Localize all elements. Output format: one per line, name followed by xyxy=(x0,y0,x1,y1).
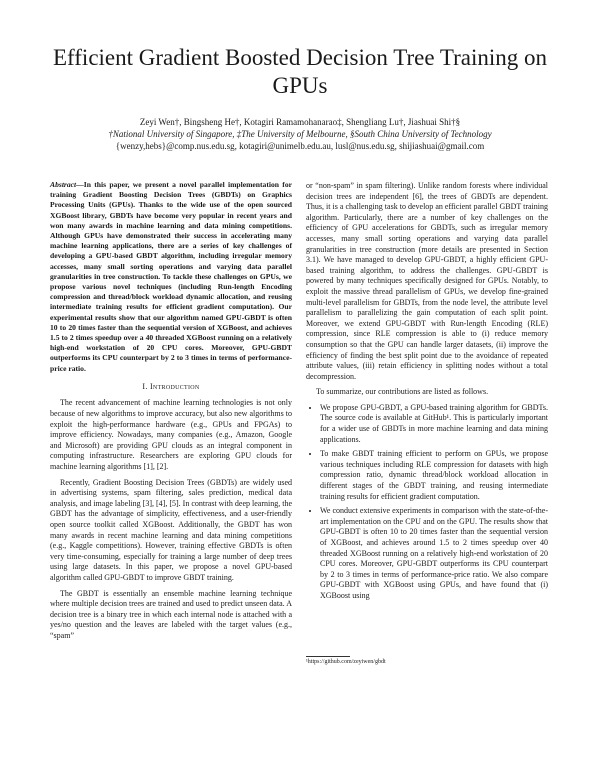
left-column xyxy=(50,180,292,647)
contributions-list xyxy=(306,403,548,602)
intro-paragraph-1: The recent advancement of machine learning technologies is not only because of new algorithms to improve accuracy, but also new algorithms to exploit the high-performance hardware (e.g., GPUs and FPGAs) to improve efficiency. Nowadays, many companies (e.g., Amazon, Google and Microsoft) are providing GPU clouds as an integral component in computing infrastructure. Researchers are exploring GPU clouds for machine learning algorithms [1], [2]. xyxy=(50,398,292,472)
footnote: ¹https://github.com/zeyiwen/gbdt xyxy=(306,659,386,665)
right-paragraph-1: or “non-spam” in spam filtering). Unlike random forests where individual decision trees are independent [6], the trees of GBDTs are dependent. Thus, it is a challenging task to develop an efficient parallel GBDT training algorithm. Particularly, there are a number of key challenges on the efficiency of GPU accelerations for GBDTs, such as irregular memory accesses, many small sorting operations and varying data parallel granularities in tree construction (more details are presented in Section 3.1). We have managed to develop GPU-GBDT, a highly efficient GPU-based training algorithm, to address the challenges. GPU-GBDT is powered by many techniques specifically designed for GPUs. Notably, to exploit the massive thread parallelism of GPUs, we develop fine-grained multi-level parallelism for GBDTs, from the node level, the attribute level parallelism to parallelizing the gain computation of each split point. Moreover, we extend GPU-GBDT with Run-length Encoding (RLE) compression, since RLE compression is able to (i) reduce memory consumption so that the GPU can handle larger datasets, (ii) improve the efficiency of finding the best split point due to the avoidance of repeated attribute values, (iii) retain efficiency in splitting nodes without a total decompression. xyxy=(306,181,548,381)
abstract xyxy=(50,180,292,374)
intro-paragraph-2: Recently, Gradient Boosting Decision Trees (GBDTs) are widely used in advertising systems, spam filtering, sales prediction, medical data analysis, and image labeling [3], [4], [5]. In contrast with deep learning, the GBDT has the advantage of simplicity, effectiveness, and a user-friendly open source toolkit called XGBoost. Additionally, the GBDT has won many awards in recent machine learning and data mining competitions (e.g., Kaggle competitions). However, training effective GBDTs is often very time-consuming, especially for training a large number of deep trees using large datasets. In this paper, we propose a novel GPU-based algorithm called GPU-GBDT to improve GBDT training. xyxy=(50,477,292,582)
emails: {wenzy,hebs}@comp.nus.edu.sg, kotagiri@unimelb.edu.au, lusl@nus.edu.sg, shijiashuai@gmail.com xyxy=(115,141,485,151)
abstract-label: Abstract xyxy=(50,180,77,189)
contribution-item: • To make GBDT training efficient to perform on GPUs, we propose various techniques including RLE compression for datasets with high compression ratio, dynamic thread/block workload allocation in different stages of the GBDT training, and reusing intermediate training results for efficient gradient computation. xyxy=(320,449,548,502)
author-block xyxy=(20,116,580,152)
paper-title: Efficient Gradient Boosted Decision Tree Training on GPUs xyxy=(52,45,548,98)
contribution-item: • We conduct extensive experiments in comparison with the state-of-the-art implementation on the CPU and on the GPU. The results show that GPU-GBDT is often 10 to 20 times faster than the sequential version of XGBoost, and achieves around 1.5 to 2 times speedup over 40 threaded XGBoost running on a relatively high-end workstation of 20 CPU cores. Moreover, GPU-GBDT outperforms its CPU counterpart by 2 to 3 times in terms of performance-price ratio. We also compare GPU-GBDT with XGBoost using GPUs, and have found that (i) XGBoost using xyxy=(320,506,548,601)
abstract-text: —In this paper, we present a novel parallel implementation for training Gradient Boosting Decision Trees (GBDTs) on Graphics Processing Units (GPUs). Thanks to the wide use of the open sourced XGBoost library, GBDTs have become very popular in recent years and won many awards in machine learning and data mining competitions. Although GPUs have demonstrated their success in accelerating many machine learning applications, there are a series of key challenges of developing a GPU-based GBDT algorithm, including irregular memory accesses, many small sorting operations and varying data parallel granularities in tree construction. To tackle these challenges on GPUs, we propose various novel techniques (including Run-length Encoding compression and thread/block workload dynamic allocation, and reusing intermediate training results for efficient gradient computation). Our experimental results show that our algorithm named GPU-GBDT is often 10 to 20 times faster than the sequential version of XGBoost, and achieves 1.5 to 2 times speedup over a 40 threaded XGBoost running on a relatively high-end workstation of 20 CPU cores. Moreover, GPU-GBDT outperforms its CPU counterpart by 2 to 3 times in terms of performance-price ratio. xyxy=(50,180,292,373)
right-paragraph-2: To summarize, our contributions are listed as follows. xyxy=(316,387,489,397)
contribution-item: • We propose GPU-GBDT, a GPU-based training algorithm for GBDTs. The source code is available at GitHub¹. This is particularly important for a wider use of GBDTs in more machine learning and data mining applications. xyxy=(320,403,548,445)
author-names: Zeyi Wen†, Bingsheng He†, Kotagiri Ramamohanarao‡, Shengliang Lu†, Jiashuai Shi†§ xyxy=(139,117,461,127)
affiliations: †National University of Singapore, ‡The University of Melbourne, §South China University of Technology xyxy=(108,129,492,139)
section-heading-introduction: I. Introduction xyxy=(142,381,200,391)
right-column xyxy=(306,181,548,606)
footnote-rule xyxy=(306,656,350,657)
intro-paragraph-3: The GBDT is essentially an ensemble machine learning technique where multiple decision trees are trained and used to predict unseen data. A decision tree is a binary tree in which each internal node is attached with a yes/no question and the leaves are labeled with the target values (e.g., “spam” xyxy=(50,588,292,640)
